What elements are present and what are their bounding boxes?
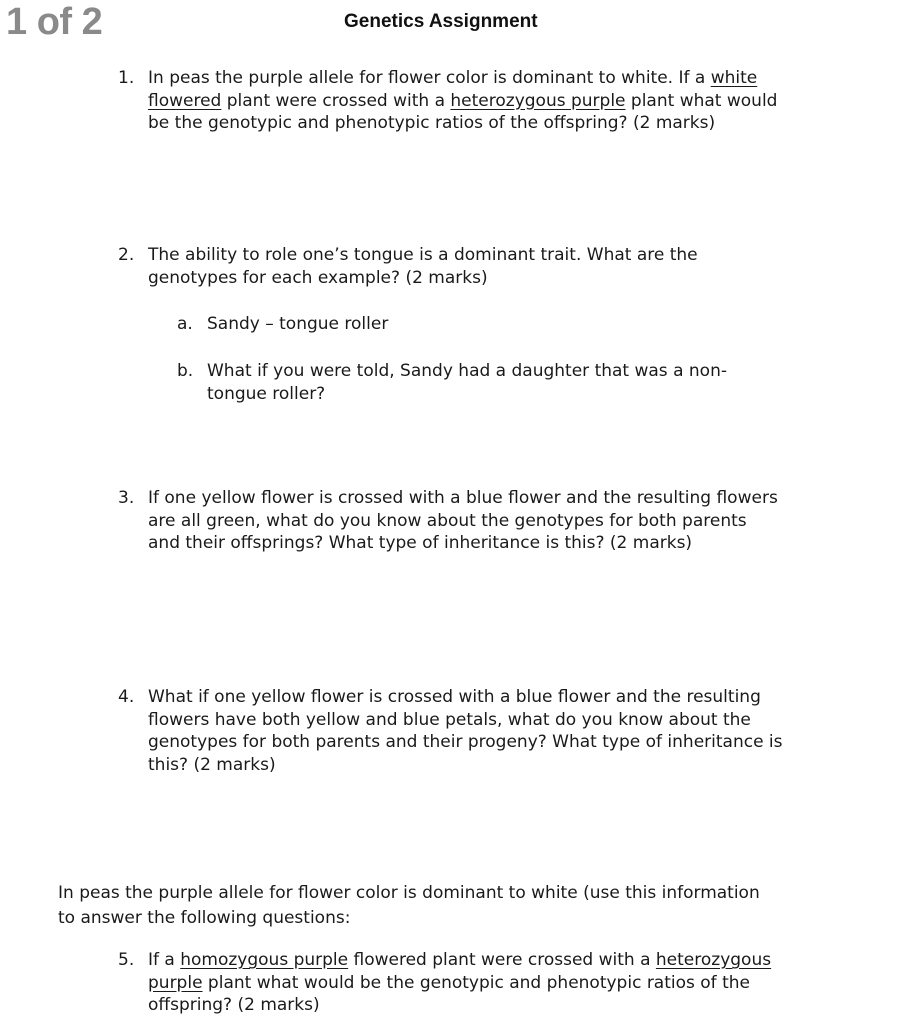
- q1-underline-flowered: flowered: [148, 90, 222, 111]
- question-2a: [177, 313, 877, 338]
- question-2b-text: [207, 360, 727, 405]
- q5-line3: offspring? (2 marks): [148, 995, 320, 1015]
- q1-underline-heterozygous-purple: heterozygous purple: [450, 90, 626, 111]
- q4-line3: genotypes for both parents and their progeny? What type of inheritance is: [148, 732, 783, 752]
- question-2b: [177, 360, 877, 410]
- q4-line4: this? (2 marks): [148, 754, 276, 775]
- q1-line2-end: plant what would: [625, 90, 778, 111]
- question-4: [118, 686, 898, 778]
- q5-line1-start: If a: [148, 950, 181, 970]
- question-3-text: [148, 487, 778, 555]
- question-2: [118, 244, 898, 294]
- q1-line2-text: plant were crossed with a: [221, 90, 451, 111]
- question-1: [118, 67, 898, 137]
- question-2-number: 2.: [118, 245, 135, 265]
- question-3-number: 3.: [118, 488, 135, 508]
- q5-line1-mid: flowered plant were crossed with a: [348, 950, 656, 970]
- question-2a-text: Sandy – tongue roller: [207, 314, 389, 334]
- q2-line1: The ability to role one’s tongue is a dominant trait. What are the: [148, 245, 698, 265]
- q1-underline-white: white: [710, 68, 758, 88]
- question-2-text: [148, 244, 698, 289]
- q1-line3: be the genotypic and phenotypic ratios of the offspring? (2 marks): [148, 113, 716, 133]
- question-5: [118, 949, 898, 1021]
- q2b-line1: What if you were told, Sandy had a daughter that was a non-: [207, 361, 727, 381]
- q5-line2-text: plant what would be the genotypic and phenotypic ratios of the: [202, 972, 750, 993]
- page-title: Genetics Assignment: [344, 11, 538, 32]
- question-2b-letter: b.: [177, 361, 194, 381]
- q3-line3: and their offsprings? What type of inheritance is this? (2 marks): [148, 533, 693, 553]
- q4-line1: What if one yellow flower is crossed with a blue flower and the resulting: [148, 687, 761, 707]
- question-1-text: [148, 67, 777, 135]
- q2-line2: genotypes for each example? (2 marks): [148, 267, 488, 288]
- q5-underline-homozygous-purple: homozygous purple: [180, 950, 349, 970]
- intro-line1: In peas the purple allele for flower color is dominant to white (use this information: [58, 883, 760, 903]
- q5-underline-heterozygous: heterozygous: [655, 950, 772, 970]
- question-5-text: [148, 949, 771, 1017]
- q4-line2: flowers have both yellow and blue petals, what do you know about the: [148, 709, 751, 730]
- intro-paragraph: [58, 881, 848, 931]
- q1-line1-text: In peas the purple allele for flower color is dominant to white. If a: [148, 68, 711, 88]
- q5-underline-purple: purple: [148, 972, 203, 993]
- intro-line2: to answer the following questions:: [58, 908, 351, 928]
- question-3: [118, 487, 898, 557]
- q3-line1: If one yellow flower is crossed with a blue flower and the resulting flowers: [148, 488, 778, 508]
- question-4-number: 4.: [118, 687, 135, 707]
- question-2a-letter: a.: [177, 314, 193, 334]
- question-1-number: 1.: [118, 68, 135, 88]
- q3-line2: are all green, what do you know about the genotypes for both parents: [148, 510, 747, 531]
- q2b-line2: tongue roller?: [207, 383, 326, 404]
- question-5-number: 5.: [118, 950, 135, 970]
- question-4-text: [148, 686, 783, 776]
- page-counter: 1 of 2: [6, 1, 103, 43]
